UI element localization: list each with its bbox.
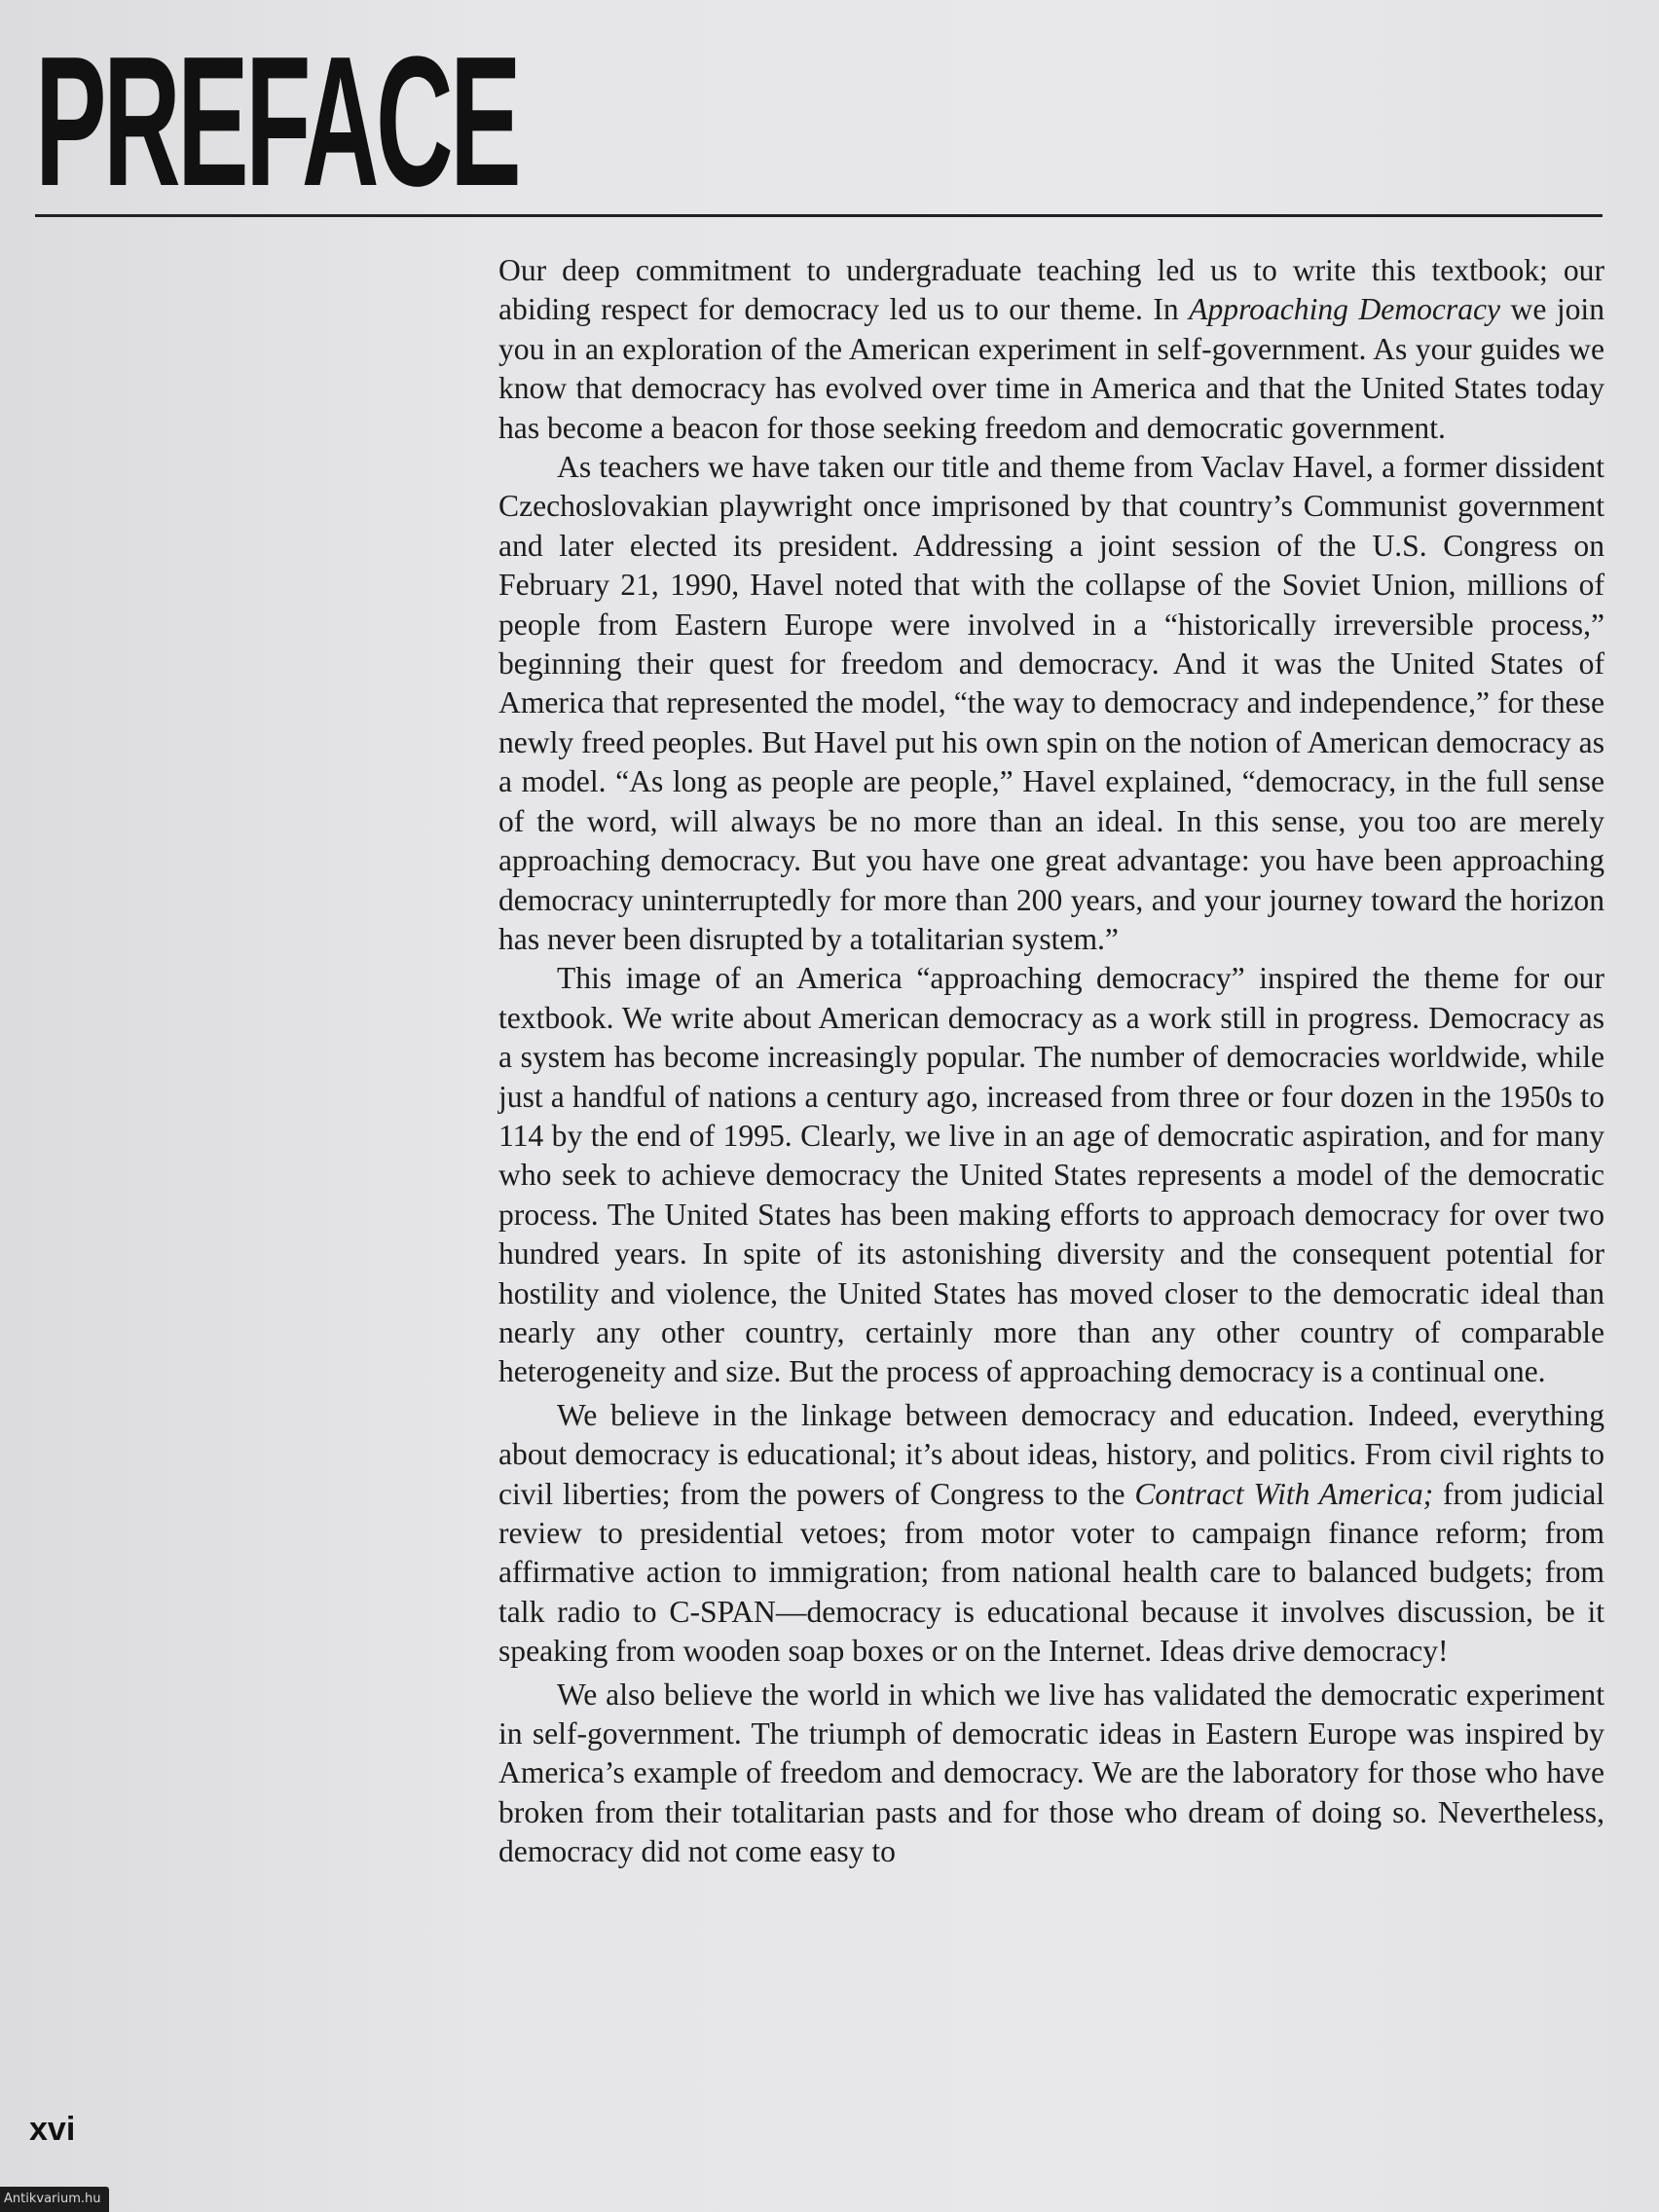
- page-title: PREFACE: [35, 18, 519, 225]
- text-run: from judicial review to presidential vetoes; from motor voter to campaign finance reform; from affirmative action to immigration; from national health care to balanced budgets; from talk radio to C-SPAN—democracy is educational because it involves discussion, be it speaking from wooden soap boxes or on the Internet. Ideas drive democracy!: [498, 1476, 1605, 1669]
- text-run: This image of an America “approaching democracy” inspired the theme for our textbook. We write about American democracy as a work still in progress. Democracy as a system has become increasingly popular. The number of democracies worldwide, while just a handful of nations a century ago, increased from three or four dozen in the 1950s to 114 by the end of 1995. Clearly, we live in an age of democratic aspiration, and for many who seek to achieve democracy the United States represents a model of the democratic process. The United States has been making efforts to approach democracy for over two hundred years. In spite of its astonishing diversity and the consequent potential for hostility and violence, the United States has moved closer to the democratic ideal than nearly any other country, certainly more than any other country of comparable heterogeneity and size. But the process of approaching democracy is a continual one.: [498, 961, 1604, 1389]
- paragraph-2: [498, 448, 1604, 959]
- site-watermark: Antikvarium.hu: [0, 2187, 109, 2212]
- italic-text-run: Contract With America;: [1134, 1476, 1434, 1511]
- title-rule: [35, 214, 1603, 217]
- text-run: We also believe the world in which we live has validated the democratic experiment in self-government. The triumph of democratic ideas in Eastern Europe was inspired by America’s example of freedom and democracy. We are the laboratory for those who have broken from their totalitarian pasts and for those who dream of doing so. Nevertheless, democracy did not come easy to: [498, 1677, 1604, 1869]
- paragraph-5: [498, 1676, 1604, 1872]
- paragraph-3: [498, 959, 1604, 1391]
- page-number: xvi: [29, 2111, 76, 2148]
- paragraph-4: [498, 1396, 1604, 1672]
- text-run: we join you in an exploration of the American experiment in self-government. As your guides we know that democracy has evolved over time in America and that the United States today has become a beacon for those seeking freedom and democratic government.: [498, 292, 1604, 445]
- text-run: We believe in the linkage between democracy and education. Indeed, everything about democracy is educational; it’s about ideas, history, and politics. From civil rights to civil liberties; from the powers of Congress to the: [498, 1397, 1604, 1511]
- preface-body: [498, 251, 1604, 1872]
- italic-text-run: Approaching Democracy: [1189, 292, 1501, 327]
- text-run: Our deep commitment to undergraduate teaching led us to write this textbook; our abiding respect for democracy led us to our theme. In: [498, 253, 1604, 327]
- text-run: As teachers we have taken our title and theme from Vaclav Havel, a former dissident Czechoslovakian playwright once imprisoned by that country’s Communist government and later elected its president. Addressing a joint session of the U.S. Congress on February 21, 1990, Havel noted that with the collapse of the Soviet Union, millions of people from Eastern Europe were involved in a “historically irreversible process,” beginning their quest for freedom and democracy. And it was the United States of America that represented the model, “the way to democracy and independence,” for these newly freed peoples. But Havel put his own spin on the notion of American democracy as a model. “As long as people are people,” Havel explained, “democracy, in the full sense of the word, will always be no more than an ideal. In this sense, you too are merely approaching democracy. But you have one great advantage: you have been approaching democracy uninterruptedly for more than 200 years, and your journey toward the horizon has never been disrupted by a totalitarian system.”: [498, 450, 1604, 956]
- paragraph-1: [498, 251, 1604, 448]
